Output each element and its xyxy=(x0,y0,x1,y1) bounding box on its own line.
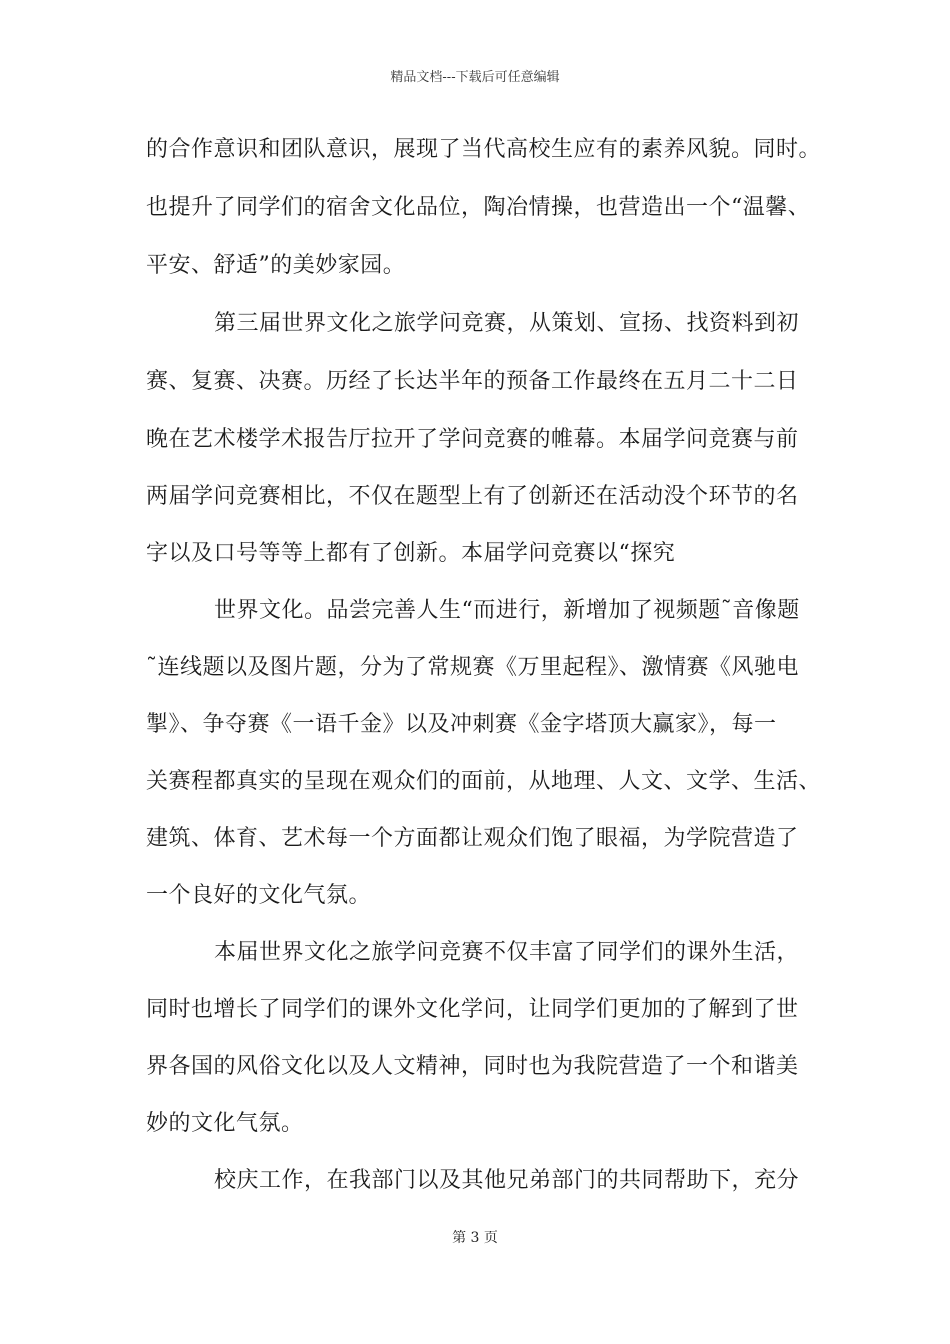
body-line: 建筑、体育、艺术每一个方面都让观众们饱了眼福，为学院营造了 xyxy=(146,826,799,851)
body-line: 掣》、争夺赛《一语千金》以及冲刺赛《金字塔顶大赢家》，每一 xyxy=(146,712,777,737)
paragraph-first-line: 世界文化。品尝完善人生“而进行，新增加了视频题˜音像题 xyxy=(214,598,800,623)
body-line: 赛、复赛、决赛。历经了长达半年的预备工作最终在五月二十二日 xyxy=(146,369,799,394)
body-line: 一个良好的文化气氛。 xyxy=(146,883,372,908)
page-number: 第 3 页 xyxy=(452,1230,498,1246)
body-line: 平安、舒适”的美妙家园。 xyxy=(146,253,406,278)
paragraph-first-line: 本届世界文化之旅学问竞赛不仅丰富了同学们的课外生活， xyxy=(214,940,800,965)
body-line: ˜连线题以及图片题，分为了常规赛《万里起程》、激情赛《风驰电 xyxy=(146,655,800,680)
paragraph-first-line: 第三届世界文化之旅学问竞赛，从策划、宣扬、找资料到初 xyxy=(214,311,800,336)
body-line: 妙的文化气氛。 xyxy=(146,1111,304,1136)
body-line: 的合作意识和团队意识，展现了当代高校生应有的素养风貌。同时。 xyxy=(146,137,822,162)
body-line: 同时也增长了同学们的课外文化学问，让同学们更加的了解到了世 xyxy=(146,997,799,1022)
body-line: 字以及口号等等上都有了创新。本届学问竞赛以“探究 xyxy=(146,541,676,566)
paragraph-first-line: 校庆工作，在我部门以及其他兄弟部门的共同帮助下，充分 xyxy=(214,1168,800,1193)
page-header: 精品文档---下载后可任意编辑 xyxy=(390,70,560,85)
body-line: 关赛程都真实的呈现在观众们的面前，从地理、人文、文学、生活、 xyxy=(146,769,822,794)
body-line: 两届学问竞赛相比，不仅在题型上有了创新还在活动没个环节的名 xyxy=(146,484,799,509)
body-line: 也提升了同学们的宿舍文化品位，陶冶情操，也营造出一个“温馨、 xyxy=(146,195,811,220)
body-line: 晚在艺术楼学术报告厅拉开了学问竞赛的帷幕。本届学问竞赛与前 xyxy=(146,427,799,452)
body-line: 界各国的风俗文化以及人文精神，同时也为我院营造了一个和谐美 xyxy=(146,1054,799,1079)
